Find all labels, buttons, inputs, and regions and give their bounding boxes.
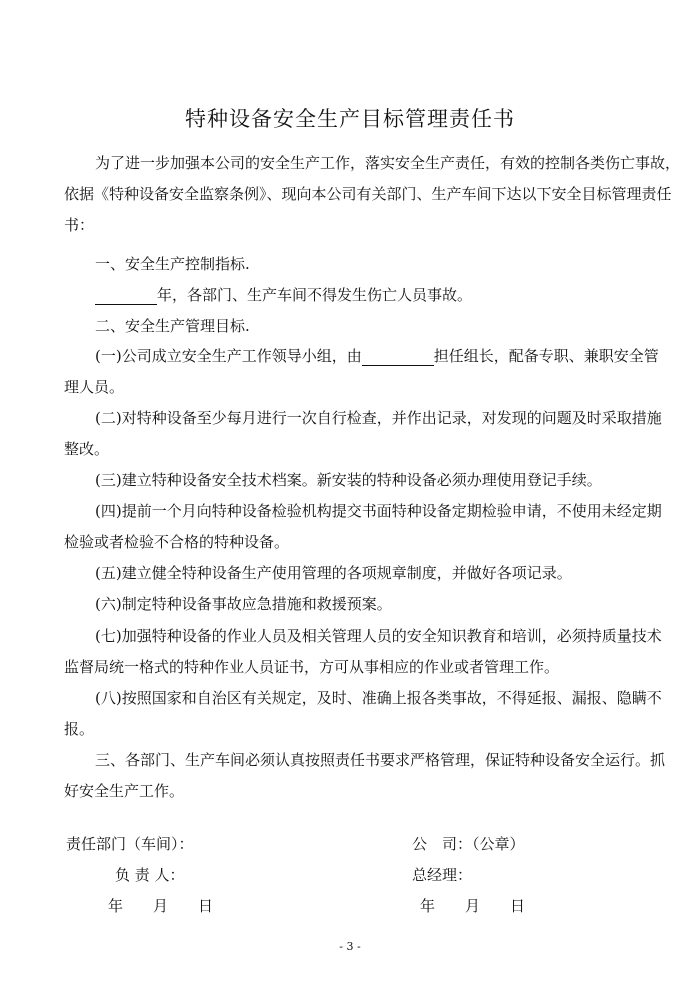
page-number: - 3 - [339,940,361,953]
section2-heading: 二、安全生产管理目标. [95,317,250,335]
section1-heading: 一、安全生产控制指标. [95,255,250,273]
dept-date-label: 年 月 日 [108,897,214,915]
item1-line [95,346,659,366]
general-manager-label: 总经理： [412,866,473,884]
item2-line: 整改。 [64,440,110,458]
intro-line: 为了进一步加强本公司的安全生产工作，落实安全生产责任，有效的控制各类伤亡事故， [95,154,681,172]
leader-blank[interactable] [362,349,434,366]
item1-line: 理人员。 [64,378,125,396]
section1-line [95,285,637,305]
item4-line: (四)提前一个月向特种设备检验机构提交书面特种设备定期检验申请，不使用未经定期 [95,502,662,520]
intro-line: 依据《特种设备安全监察条例》、现向本公司有关部门、生产车间下达以下安全目标管理责任 [64,185,672,203]
section3-line: 好安全生产工作。 [64,782,185,800]
item3-line: (三)建立特种设备安全技术档案。新安装的特种设备必须办理使用登记手续。 [95,471,602,489]
item1-text-a: (一)公司成立安全生产工作领导小组，由 [95,347,362,365]
intro-line: 书： [64,216,95,234]
section3-line: 三、各部门、生产车间必须认真按照责任书要求严格管理，保证特种设备安全运行。抓 [95,751,666,769]
item6-line: (六)制定特种设备事故应急措施和救援预案。 [95,595,392,613]
item5-line: (五)建立健全特种设备生产使用管理的各项规章制度，并做好各项记录。 [95,564,572,582]
item8-line: 报。 [64,720,95,738]
company-date-label: 年 月 日 [420,897,526,915]
item4-line: 检验或者检验不合格的特种设备。 [64,533,290,551]
responsible-dept-label: 责任部门（车间）： [66,835,194,853]
section1-text: 年，各部门、生产车间不得发生伤亡人员事故。 [157,286,473,304]
document-title: 特种设备安全生产目标管理责任书 [185,107,515,131]
dept-person-label: 负 责 人： [115,866,185,884]
item8-line: (八)按照国家和自治区有关规定，及时、准确上报各类事故，不得延报、漏报、隐瞒不 [95,689,662,707]
item7-line: (七)加强特种设备的作业人员及相关管理人员的安全知识教育和培训，必须持质量技术 [95,627,662,645]
item1-text-b: 担任组长，配备专职、兼职安全管 [433,347,659,365]
company-seal-label: 公 司：（公章） [412,835,525,853]
year-blank[interactable] [95,288,157,305]
item2-line: (二)对特种设备至少每月进行一次自行检查，并作出记录，对发现的问题及时采取措施 [95,409,662,427]
item7-line: 监督局统一格式的特种作业人员证书，方可从事相应的作业或者管理工作。 [64,658,560,676]
